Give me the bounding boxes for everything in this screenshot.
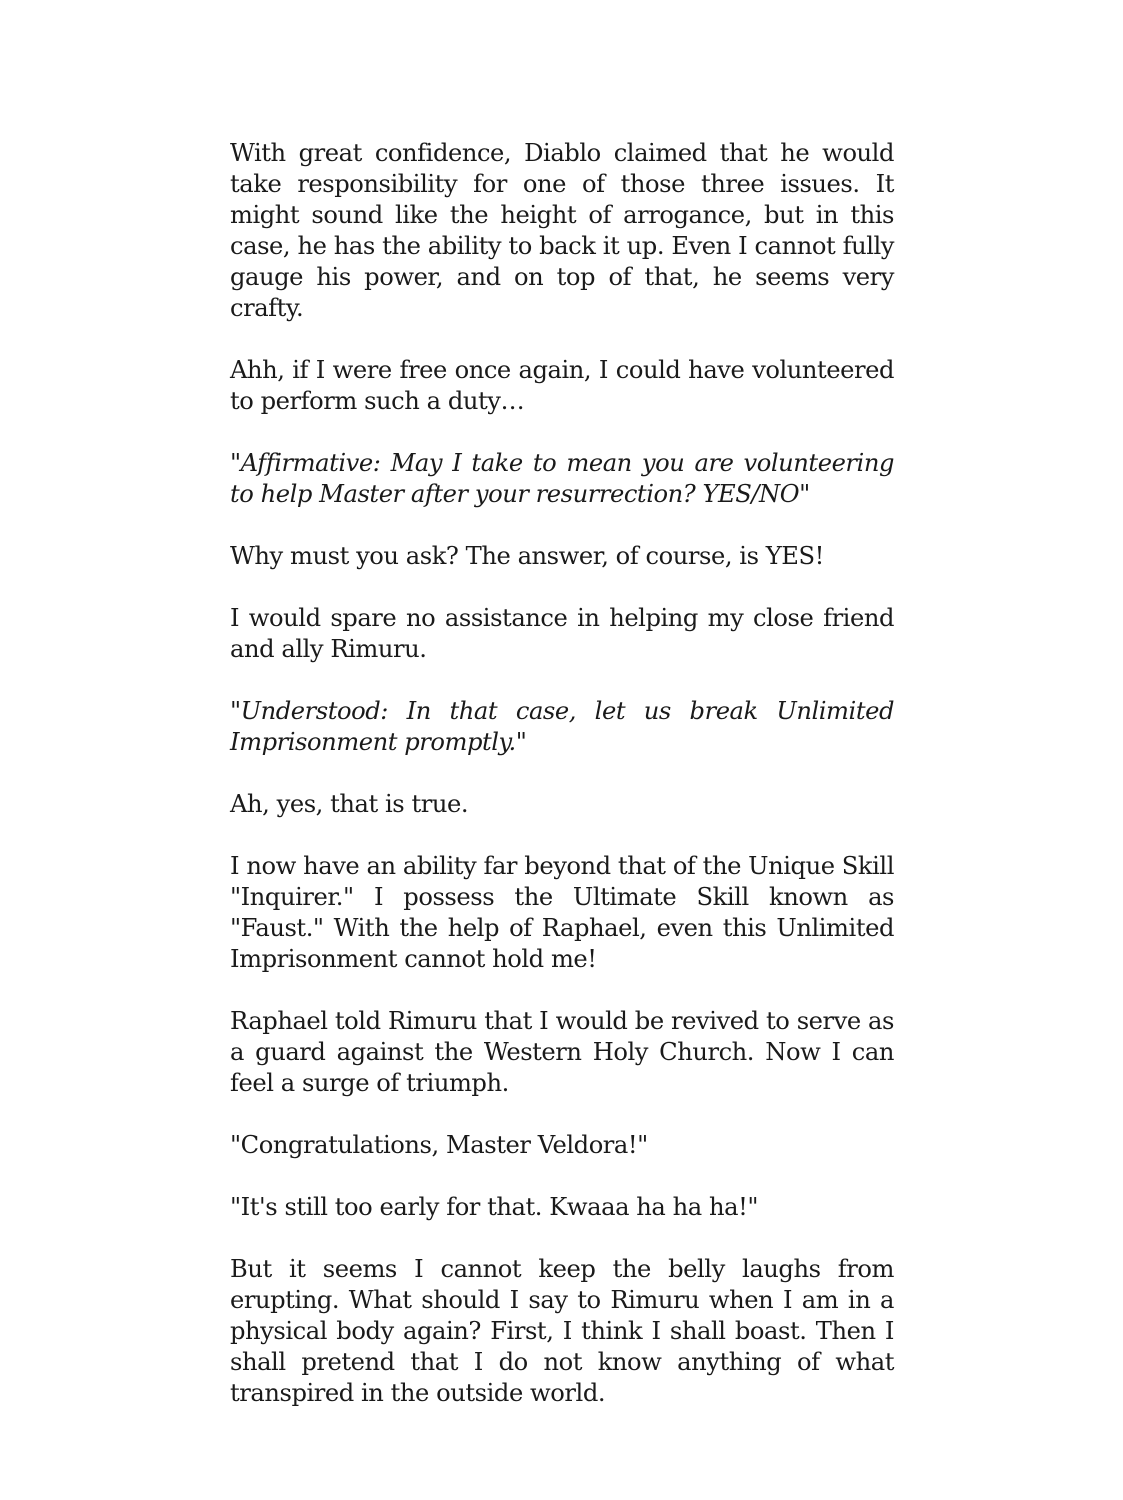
paragraph-7: Ah, yes, that is true. bbox=[230, 790, 469, 818]
paragraph-12: But it seems I cannot keep the belly laughs from erupting. What should I say to Rimuru when I am in a physical body again? First, I think I shall boast. Then I shall pretend that I do not know anything of what transpired in the outside world. bbox=[230, 1255, 894, 1407]
paragraph-10: "Congratulations, Master Veldora!" bbox=[230, 1131, 648, 1159]
paragraph-9: Raphael told Rimuru that I would be revived to serve as a guard against the Western Holy Church. Now I can feel a surge of triumph. bbox=[230, 1007, 894, 1097]
paragraph-6-italic-quote: "Understood: In that case, let us break Unlimited Imprisonment promptly." bbox=[230, 697, 894, 756]
paragraph-3-italic-quote: "Affirmative: May I take to mean you are volunteering to help Master after your resurrection? YES/NO" bbox=[230, 449, 894, 508]
paragraph-2: Ahh, if I were free once again, I could have volunteered to perform such a duty… bbox=[230, 356, 894, 415]
paragraph-1: With great confidence, Diablo claimed that he would take responsibility for one of those three issues. It might sound like the height of arrogance, but in this case, he has the ability to back it up. Even I cannot fully gauge his power, and on top of that, he seems very crafty. bbox=[230, 139, 894, 322]
page-body bbox=[230, 138, 894, 1409]
paragraph-8: I now have an ability far beyond that of the Unique Skill "Inquirer." I possess the Ultimate Skill known as "Faust." With the help of Raphael, even this Unlimited Imprisonment cannot hold me! bbox=[230, 852, 894, 973]
paragraph-5: I would spare no assistance in helping my close friend and ally Rimuru. bbox=[230, 604, 894, 663]
paragraph-11: "It's still too early for that. Kwaaa ha ha ha!" bbox=[230, 1193, 759, 1221]
paragraph-4: Why must you ask? The answer, of course, is YES! bbox=[230, 542, 824, 570]
